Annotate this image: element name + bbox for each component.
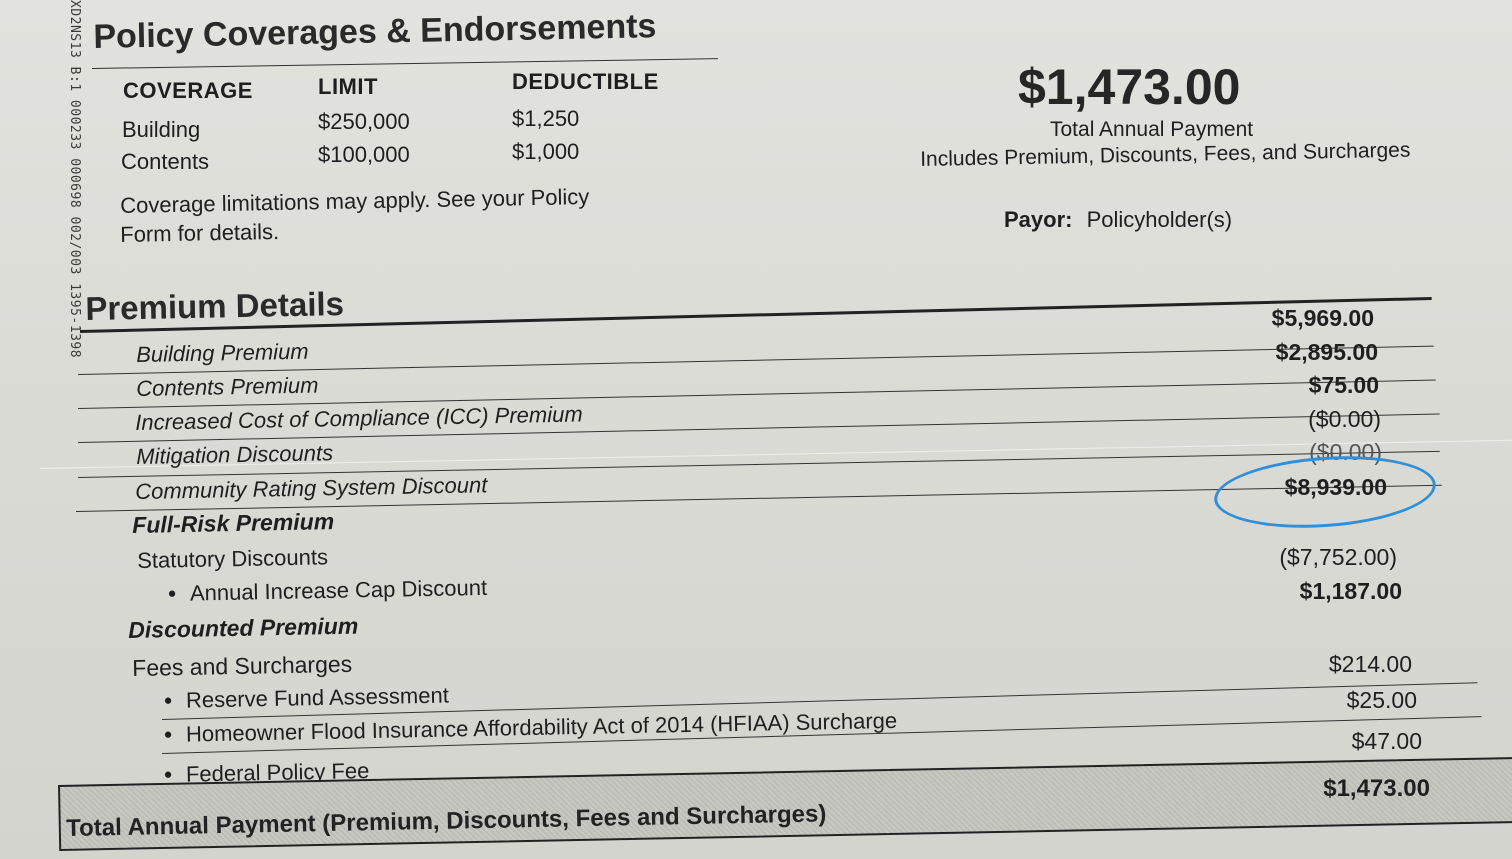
limit-header: LIMIT <box>318 74 378 99</box>
federal-policy-fee-label: • Federal Policy Fee <box>164 758 370 788</box>
crs-discount-amount: ($0.00) <box>1309 439 1382 465</box>
deductible-contents: $1,000 <box>512 139 580 164</box>
premium-section-title-wrap <box>85 285 344 328</box>
full-risk-premium-label: Full-Risk Premium <box>132 508 335 538</box>
total-payment-amount: $1,473.00 <box>1323 775 1430 802</box>
margin-reference-code: XD2NS13 B:1 000233 000698 002/003 1395-1398 <box>67 0 82 359</box>
contents-premium-label: Contents Premium <box>136 372 319 401</box>
hfiaa-surcharge-amount: $25.00 <box>1346 687 1417 713</box>
limit-building: $250,000 <box>318 109 410 134</box>
payor-row <box>1004 207 1232 233</box>
annual-increase-cap-label: • Annual Increase Cap Discount <box>168 575 487 607</box>
handwritten-circle-annotation <box>1212 449 1438 534</box>
building-premium-label: Building Premium <box>136 338 309 367</box>
coverages-section-title-wrap <box>93 7 657 57</box>
statutory-discounts-label: Statutory Discounts <box>137 544 329 573</box>
coverage-header: COVERAGE <box>123 78 253 103</box>
deductible-header: DEDUCTIBLE <box>512 69 659 94</box>
payor-label: Payor: <box>1004 207 1073 232</box>
coverage-note-line1: Coverage limitations may apply. See your Policy <box>120 183 590 218</box>
reserve-fund-amount: $214.00 <box>1328 651 1412 677</box>
icc-premium-label: Increased Cost of Compliance (ICC) Premium <box>135 401 583 435</box>
coverage-note-line2: Form for details. <box>120 218 280 247</box>
icc-premium-amount: $75.00 <box>1308 372 1379 398</box>
coverage-building: Building <box>122 117 201 142</box>
crs-discount-label: Community Rating System Discount <box>135 472 488 504</box>
includes-label: Includes Premium, Discounts, Fees, and Surcharges <box>920 138 1411 171</box>
coverages-title-underline <box>92 58 718 69</box>
mitigation-discounts-amount: ($0.00) <box>1308 406 1381 432</box>
full-risk-premium-amount: $8,939.00 <box>1284 474 1387 500</box>
limit-contents: $100,000 <box>318 142 410 167</box>
total-annual-payment-amount: $1,473.00 <box>1018 59 1241 115</box>
premium-section-title: Premium Details <box>85 285 345 327</box>
annual-increase-cap-amount: ($7,752.00) <box>1279 544 1397 570</box>
deductible-building: $1,250 <box>512 106 580 131</box>
payor-value: Policyholder(s) <box>1086 207 1233 232</box>
building-premium-amount: $5,969.00 <box>1271 305 1374 331</box>
discounted-premium-label: Discounted Premium <box>128 612 359 643</box>
hfiaa-surcharge-label: • Homeowner Flood Insurance Affordability Act of 2014 (HFIAA) Surcharge <box>164 708 897 748</box>
total-payment-label: Total Annual Payment (Premium, Discounts, Fees and Surcharges) <box>66 800 827 842</box>
coverage-contents: Contents <box>121 149 210 174</box>
total-annual-payment-label: Total Annual Payment <box>1050 118 1254 141</box>
mitigation-discounts-label: Mitigation Discounts <box>136 440 334 469</box>
fees-surcharges-label: Fees and Surcharges <box>132 650 353 681</box>
discounted-premium-amount: $1,187.00 <box>1299 578 1402 604</box>
reserve-fund-label: • Reserve Fund Assessment <box>164 683 449 714</box>
federal-policy-fee-amount: $47.00 <box>1351 728 1422 754</box>
coverages-section-title: Policy Coverages & Endorsements <box>93 7 657 56</box>
contents-premium-amount: $2,895.00 <box>1275 339 1378 365</box>
